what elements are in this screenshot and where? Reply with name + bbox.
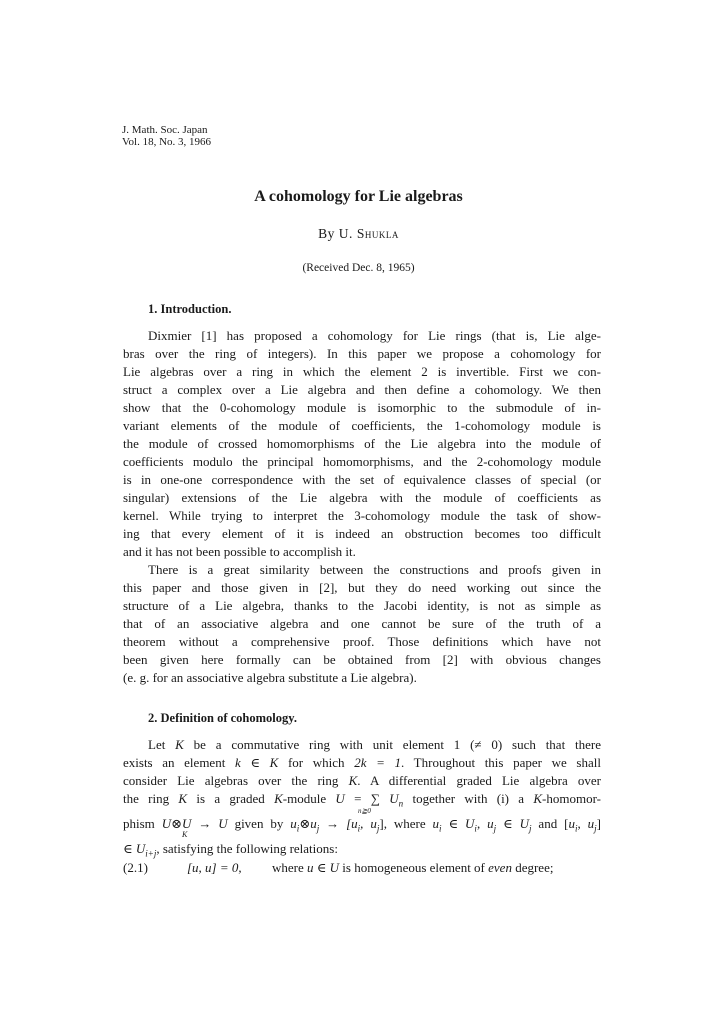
math-var: K <box>175 737 184 752</box>
text: Let <box>148 737 176 752</box>
text: for which <box>278 755 355 770</box>
paragraph-line: There is a great similarity between the constructions and proofs given in <box>148 562 601 577</box>
math-var: U <box>465 816 475 831</box>
text: consider Lie algebras over the ring <box>123 773 349 788</box>
paragraph-line: struct a complex over a Lie algebra and then define a cohomology. We then <box>123 382 601 397</box>
paragraph-line: coefficients modulo the principal homomorphisms, and the 2-cohomology module <box>123 454 601 469</box>
math-var: u <box>432 816 440 831</box>
math-subscript: i <box>296 823 300 834</box>
journal-volume: Vol. 18, No. 3, 1966 <box>122 136 212 148</box>
sum-index: n≧0 <box>358 807 371 815</box>
math-var: U <box>519 816 529 831</box>
paragraph-line: bras over the ring of integers). In this paper we propose a cohomology for <box>123 346 601 361</box>
text: exists an element <box>123 755 235 770</box>
math-var: u <box>587 816 595 831</box>
text: ] <box>379 816 384 831</box>
text: be a commutative ring with unit element 1 (≠ 0) such that there <box>183 737 601 752</box>
math-var: U <box>218 816 228 831</box>
text: , where <box>383 816 433 831</box>
math-subscript: i <box>357 823 361 834</box>
paragraph-line: structure of a Lie algebra, thanks to the Jacobi identity, is not as simple as <box>123 598 601 613</box>
text: ∈ <box>313 860 330 875</box>
text: phism <box>123 816 162 831</box>
text: -module <box>282 791 336 806</box>
math-var: K <box>178 791 188 806</box>
paragraph-line: singular) extensions of the Lie algebra with the module of coefficients as <box>123 490 601 505</box>
math-var: u <box>568 816 575 831</box>
paper-title: A cohomology for Lie algebras <box>254 188 463 205</box>
math-expr: [u <box>346 816 358 831</box>
author-by: By U. <box>318 226 353 241</box>
section-heading-definition: 2. Definition of cohomology. <box>148 711 297 725</box>
section-heading-introduction: 1. Introduction. <box>148 302 232 316</box>
math-expr: , u <box>360 816 377 831</box>
math-subscript: j <box>376 823 380 834</box>
math-var: U <box>329 860 340 875</box>
math-subscript: i <box>474 823 477 834</box>
paragraph-line <box>123 754 601 772</box>
text: together with (i) a <box>403 791 534 806</box>
paragraph-line: is in one-one correspondence with the set of equivalence classes of special (or <box>123 472 601 487</box>
journal-name: J. Math. Soc. Japan <box>122 124 208 136</box>
math-var: U <box>135 841 146 856</box>
tensor-symbol: ⊗ <box>299 816 311 831</box>
math-subscript: j <box>528 823 532 834</box>
text: , satisfying the following relations: <box>156 841 338 856</box>
text: the ring <box>123 791 179 806</box>
author-line <box>0 226 717 242</box>
math-subscript: j <box>316 823 320 834</box>
paragraph-line: (e. g. for an associative algebra substitute a Lie algebra). <box>123 670 417 685</box>
text: . Throughout this paper we shall <box>401 755 601 770</box>
paragraph-line: been given here formally can be obtained from [2] with obvious changes <box>123 652 601 667</box>
text: , <box>577 816 588 831</box>
paragraph-line: kernel. While trying to interpret the 3-cohomology module the task of show- <box>123 508 601 523</box>
math-subscript: i <box>439 823 442 834</box>
text: is homogeneous element of <box>339 860 489 875</box>
paragraph-line: that of an associative algebra and one cannot be sure of the truth of a <box>123 616 601 631</box>
paragraph-line <box>148 736 601 754</box>
math-var: U <box>182 816 192 831</box>
paragraph-line: the module of crossed homomorphisms of the Lie algebra into the module of <box>123 436 601 451</box>
math-var: k ∈ K <box>234 755 279 770</box>
math-expr: 2k = 1 <box>354 755 402 770</box>
text: and [ <box>531 816 569 831</box>
received-date: (Received Dec. 8, 1965) <box>302 262 415 274</box>
math-var: u <box>307 860 314 875</box>
math-subscript: n <box>398 798 404 809</box>
math-subscript: i+j <box>145 848 157 859</box>
math-sum: = ∑ <box>344 791 390 806</box>
text: where <box>272 860 308 875</box>
equation-number: (2.1) <box>123 860 148 875</box>
math-var: u <box>290 816 297 831</box>
text: given by <box>227 816 291 831</box>
math-var: K <box>348 773 358 788</box>
text: degree; <box>511 860 554 875</box>
text: -homomor- <box>542 791 601 806</box>
paragraph-line: show that the 0-cohomology module is isomorphic to the submodule of in- <box>123 400 601 415</box>
paragraph-line: this paper and those given in [2], but they do need working out since the <box>123 580 601 595</box>
tensor-subscript: K <box>182 830 188 839</box>
math-subscript: i <box>574 823 578 834</box>
text: is a graded <box>187 791 275 806</box>
math-var: u <box>310 816 317 831</box>
text: ] <box>596 816 601 831</box>
author-name: Shukla <box>356 226 399 241</box>
text: ∈ <box>441 816 466 831</box>
paragraph-line <box>123 815 601 838</box>
math-expr: [u, u] = 0, <box>187 860 242 875</box>
equation-condition <box>272 860 553 876</box>
math-var: U <box>335 791 345 806</box>
paragraph-line: Dixmier [1] has proposed a cohomology for Lie rings (that is, Lie alge- <box>148 328 601 343</box>
tensor-symbol: ⊗ <box>171 816 183 831</box>
paragraph-line: Lie algebras over a ring in which the element 2 is invertible. First we con- <box>123 364 601 379</box>
math-var: K <box>533 791 543 806</box>
math-var: u <box>487 816 494 831</box>
math-var: U <box>389 791 399 806</box>
paragraph-line: theorem without a comprehensive proof. Those definitions which have not <box>123 634 601 649</box>
paragraph-line <box>123 772 601 790</box>
math-subscript: j <box>493 823 497 834</box>
paragraph-line: variant elements of the module of coefficients, the 1-cohomology module is <box>123 418 601 433</box>
text: ∈ <box>496 816 520 831</box>
paragraph-line: ing that every element of it is indeed an obstruction becomes too difficult <box>123 526 601 541</box>
text: , <box>476 816 488 831</box>
text: ∈ <box>123 841 136 856</box>
text: . A differential graded Lie algebra over <box>357 773 601 788</box>
emphasis: even <box>488 860 512 875</box>
math-subscript: j <box>594 823 597 834</box>
math-var: K <box>274 791 283 806</box>
paragraph-line: and it has not been possible to accomplish it. <box>123 544 356 559</box>
arrow: → <box>319 816 347 831</box>
arrow: → <box>191 816 219 831</box>
math-var: U <box>161 816 172 831</box>
equation-expression <box>187 860 242 876</box>
